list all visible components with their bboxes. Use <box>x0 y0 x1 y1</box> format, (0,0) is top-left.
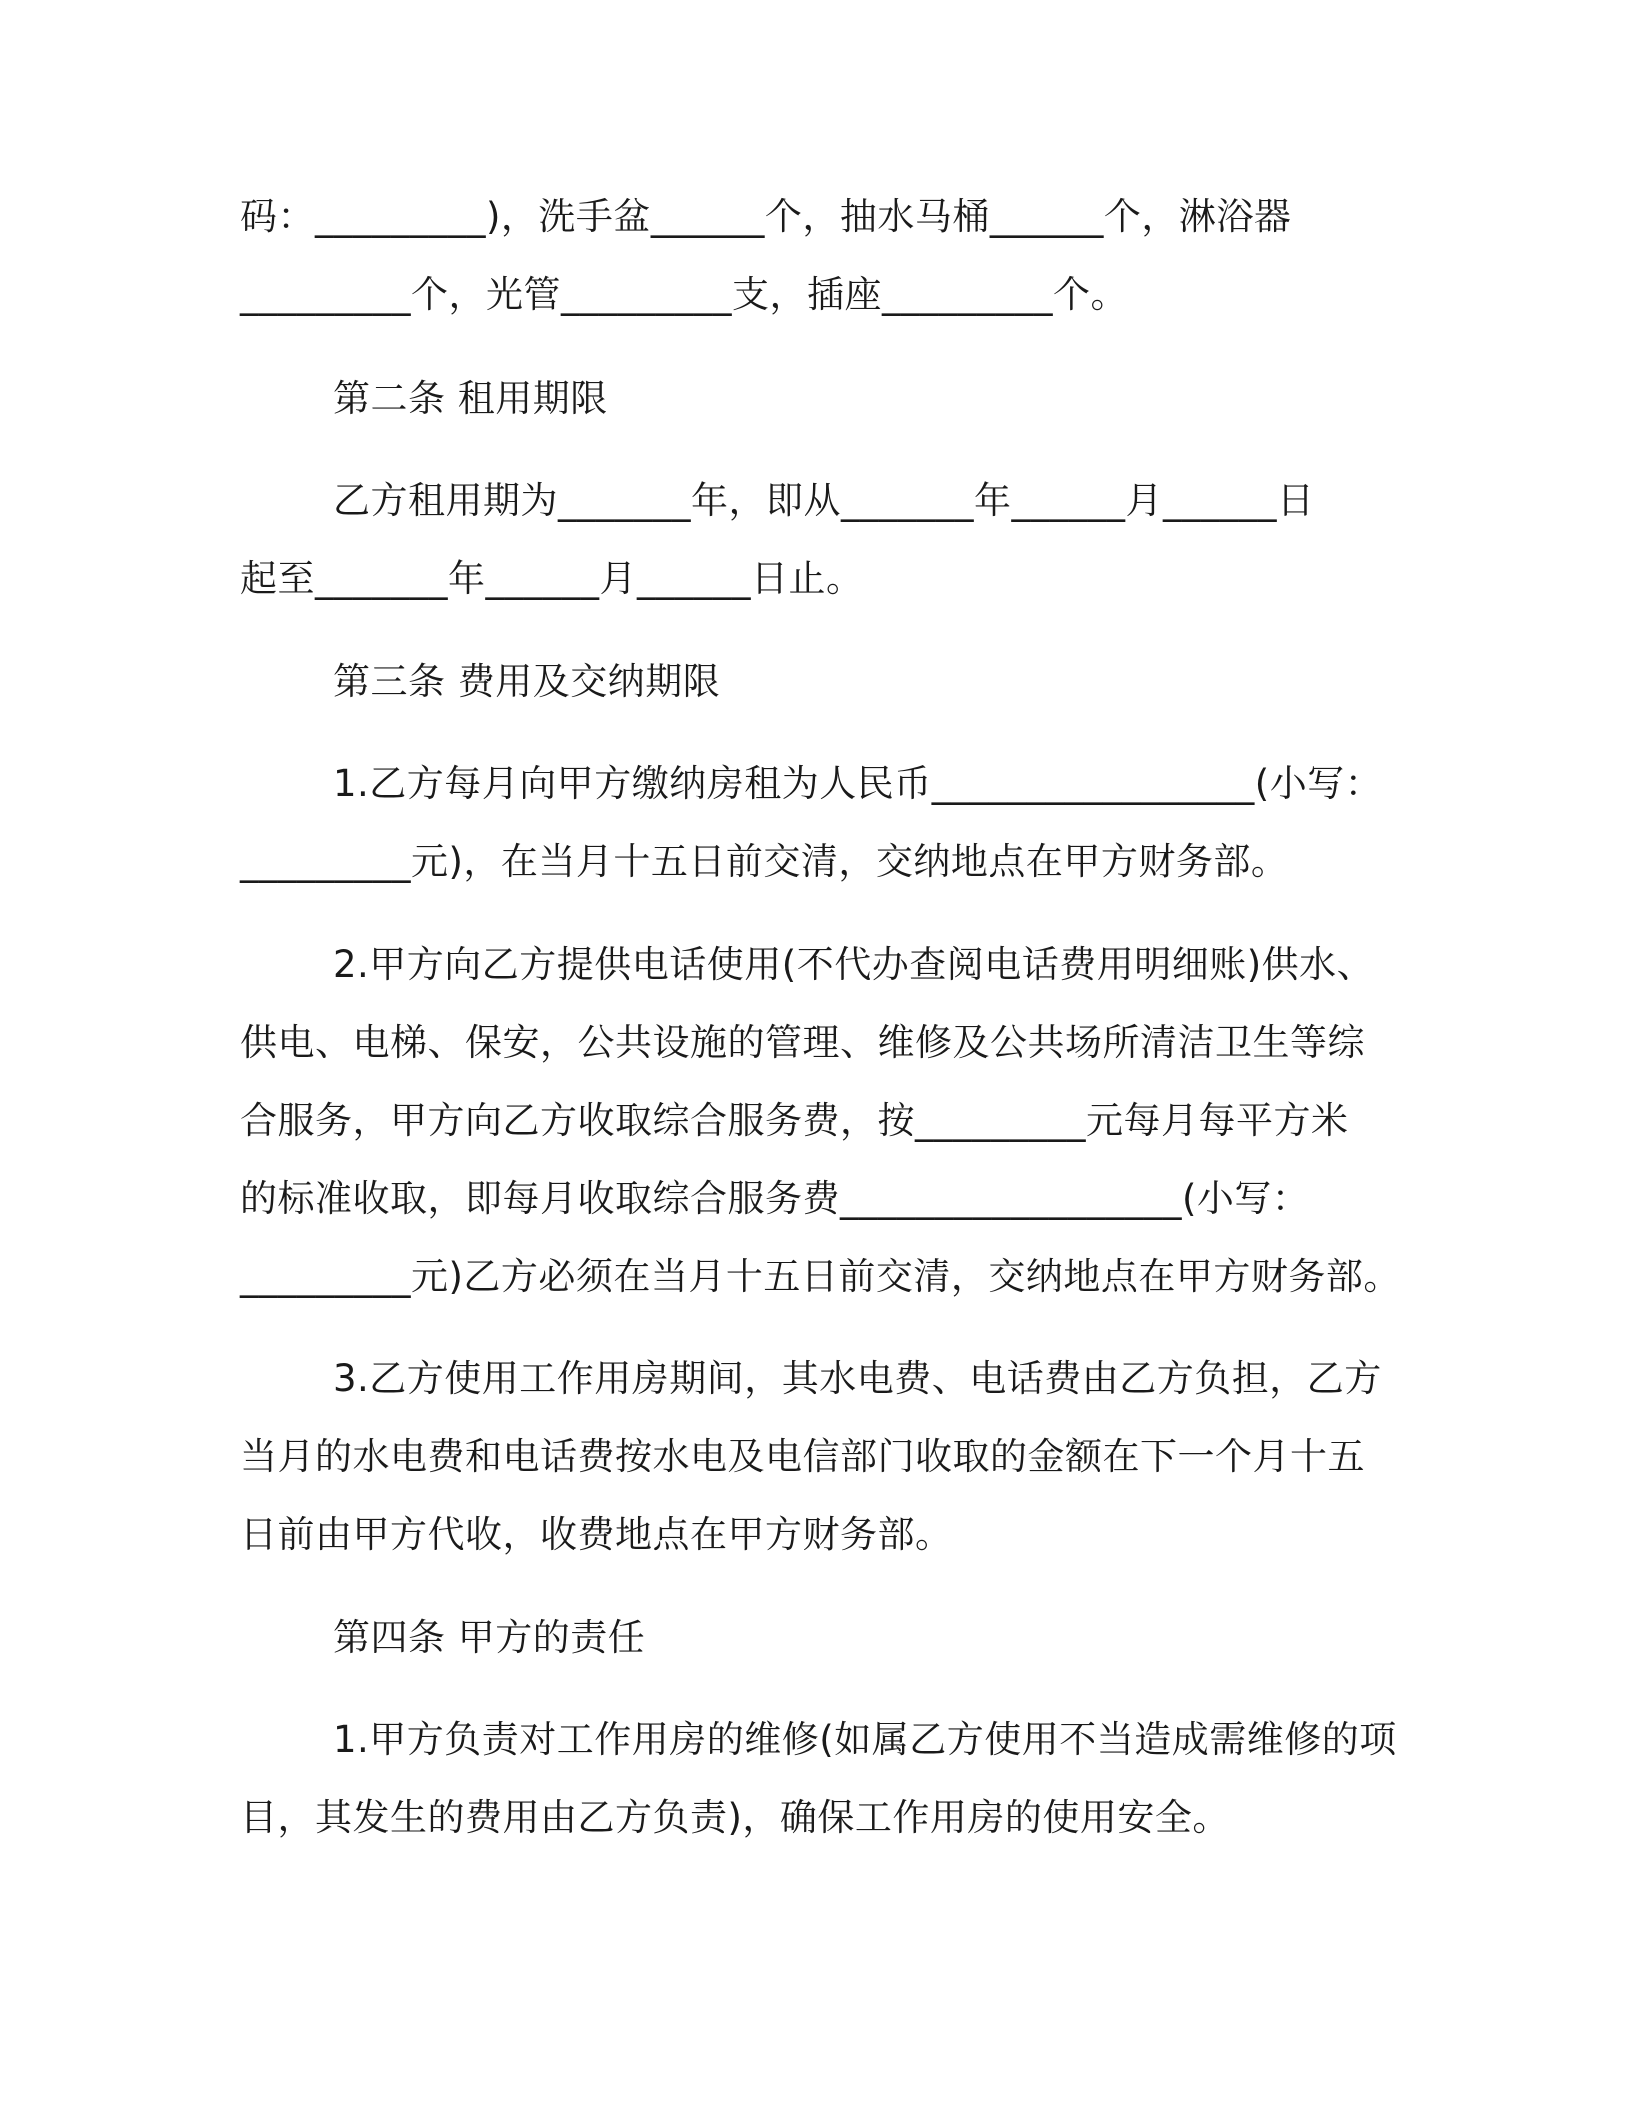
text-line-utilities-3: 日前由甲方代收，收费地点在甲方财务部。 <box>240 1513 953 1556</box>
text-line-fixtures-2: _________个，光管_________支，插座_________个。 <box>240 273 1128 316</box>
text-line-landlord-duty-2: 目，其发生的费用由乙方负责)，确保工作用房的使用安全。 <box>240 1796 1230 1839</box>
text-line-utilities-1: 3.乙方使用工作用房期间，其水电费、电话费由乙方负担，乙方 <box>333 1357 1382 1400</box>
text-line-service-3: 合服务，甲方向乙方收取综合服务费，按_________元每月每平方米 <box>240 1099 1349 1142</box>
text-line-service-1: 2.甲方向乙方提供电话使用(不代办查阅电话费用明细账)供水、 <box>333 943 1375 986</box>
text-line-service-2: 供电、电梯、保安，公共设施的管理、维修及公共场所清洁卫生等综 <box>240 1021 1365 1064</box>
section-heading-article-3: 第三条 费用及交纳期限 <box>333 660 721 703</box>
text-line-lease-term-1: 乙方租用期为_______年，即从_______年______月______日 <box>333 479 1315 522</box>
text-line-rent-2: _________元)，在当月十五日前交清，交纳地点在甲方财务部。 <box>240 840 1289 883</box>
text-line-lease-term-2: 起至_______年______月______日止。 <box>240 557 864 600</box>
text-line-service-4: 的标准收取，即每月收取综合服务费__________________(小写： <box>240 1177 1310 1220</box>
text-line-fixtures-1: 码：_________)，洗手盆______个，抽水马桶______个，淋浴器 <box>240 195 1292 238</box>
section-heading-article-4: 第四条 甲方的责任 <box>333 1616 646 1659</box>
section-heading-article-2: 第二条 租用期限 <box>333 377 608 420</box>
text-line-rent-1: 1.乙方每月向甲方缴纳房租为人民币_________________(小写： <box>333 762 1383 805</box>
text-line-utilities-2: 当月的水电费和电话费按水电及电信部门收取的金额在下一个月十五 <box>240 1435 1365 1478</box>
text-line-landlord-duty-1: 1.甲方负责对工作用房的维修(如属乙方使用不当造成需维修的项 <box>333 1718 1397 1761</box>
text-line-service-5: _________元)乙方必须在当月十五日前交清，交纳地点在甲方财务部。 <box>240 1255 1401 1298</box>
